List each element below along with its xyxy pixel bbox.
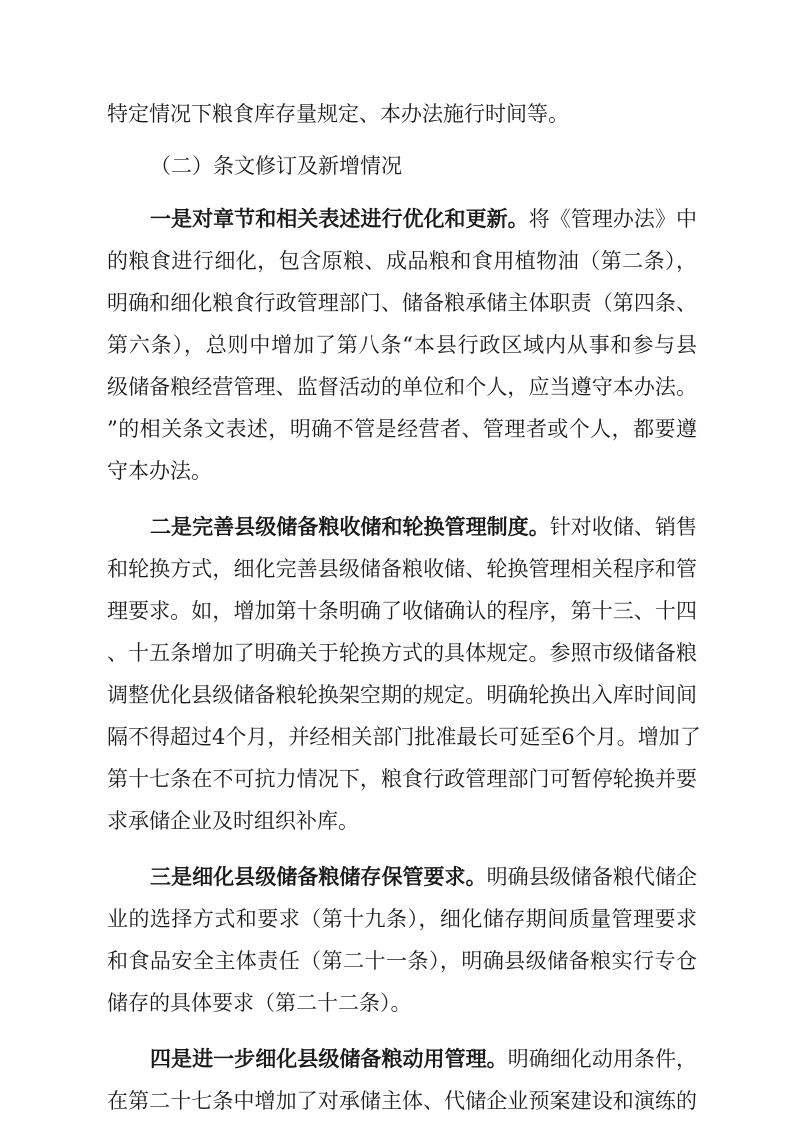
p2-line-1 (150, 513, 697, 541)
p4-line-1 (150, 1045, 697, 1073)
p1-line-6: ”的相关条文表述，明确不管是经营者、管理者或个人，都要遵 (107, 417, 697, 441)
p3-line-1 (150, 863, 697, 891)
p1-text-1: 将《管理办法》中 (528, 207, 697, 231)
p4-lead: 四是进一步细化县级储备粮动用管理。 (150, 1047, 508, 1071)
p2-line-7: 第十七条在不可抗力情况下，粮食行政管理部门可暂停轮换并要 (107, 767, 697, 791)
p3-line-3: 和食品安全主体责任（第二十一条），明确县级储备粮实行专仓 (107, 949, 697, 973)
p1-lead: 一是对章节和相关表述进行优化和更新。 (150, 207, 529, 231)
p1-line-2: 的粮食进行细化，包含原粮、成品粮和食用植物油（第二条）， (107, 249, 697, 273)
p4-line-2: 在第二十七条中增加了对承储主体、代储企业预案建设和演练的 (107, 1089, 697, 1113)
p2-line-4: 、十五条增加了明确关于轮换方式的具体规定。参照市级储备粮 (107, 641, 697, 665)
p2-line-5: 调整优化县级储备粮轮换架空期的规定。明确轮换出入库时间间 (107, 683, 697, 707)
p3-line-4: 储存的具体要求（第二十二条）。 (107, 991, 412, 1015)
section-heading: （二）条文修订及新增情况 (150, 154, 402, 178)
p2-line-2: 和轮换方式，细化完善县级储备粮收储、轮换管理相关程序和管 (107, 557, 697, 581)
p2-line-6: 隔不得超过4个月，并经相关部门批准最长可延至6个月。增加了 (107, 725, 701, 749)
p3-lead: 三是细化县级储备粮储存保管要求。 (150, 865, 487, 889)
p2-lead: 二是完善县级储备粮收储和轮换管理制度。 (150, 515, 550, 539)
p1-line-4: 第六条），总则中增加了第八条“本县行政区域内从事和参与县 (107, 333, 697, 357)
p1-line-3: 明确和细化粮食行政管理部门、储备粮承储主体职责（第四条、 (107, 291, 697, 315)
p1-line-5: 级储备粮经营管理、监督活动的单位和个人，应当遵守本办法。 (107, 375, 697, 399)
p2-line-3: 理要求。如，增加第十条明确了收储确认的程序，第十三、十四 (107, 599, 697, 623)
p4-text-1: 明确细化动用条件， (507, 1047, 698, 1071)
p1-line-7: 守本办法。 (107, 459, 212, 483)
p3-text-1: 明确县级储备粮代储企 (486, 865, 697, 889)
intro-tail-line: 特定情况下粮食库存量规定、本办法施行时间等。 (107, 102, 569, 126)
p3-line-2: 业的选择方式和要求（第十九条），细化储存期间质量管理要求 (107, 907, 697, 931)
p2-line-8: 求承储企业及时组织补库。 (107, 809, 359, 833)
p1-line-1 (150, 205, 697, 233)
p2-text-1: 针对收储、销售 (549, 515, 698, 539)
